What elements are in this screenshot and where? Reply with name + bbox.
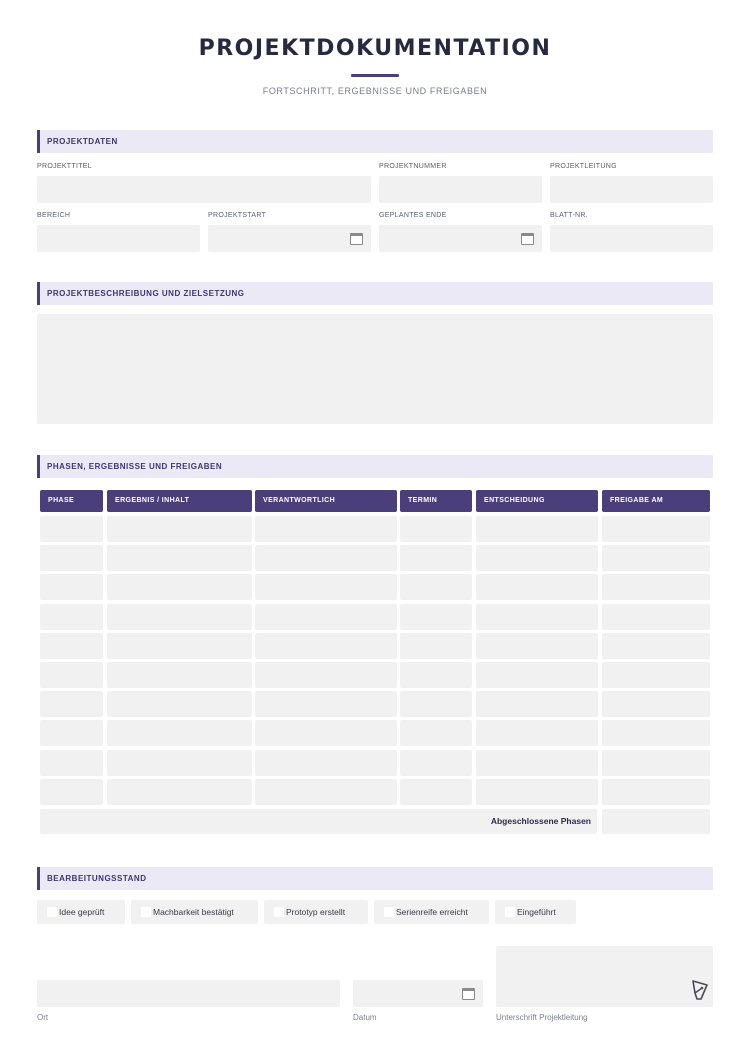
table-cell[interactable] bbox=[476, 720, 598, 746]
table-cell[interactable] bbox=[107, 662, 252, 688]
table-cell[interactable] bbox=[602, 662, 710, 688]
geplantes-ende-date-field[interactable] bbox=[379, 225, 542, 252]
title-underline bbox=[351, 74, 399, 77]
blatt-nr-field[interactable] bbox=[550, 225, 713, 252]
column-header-freigabe bbox=[602, 490, 710, 512]
status-option-prototyp[interactable] bbox=[264, 900, 368, 924]
section-title: PROJEKTBESCHREIBUNG UND ZIELSETZUNG bbox=[47, 289, 245, 298]
table-cell[interactable] bbox=[255, 691, 397, 717]
table-cell[interactable] bbox=[255, 633, 397, 659]
calendar-icon[interactable] bbox=[350, 233, 363, 245]
table-cell[interactable] bbox=[400, 720, 472, 746]
table-cell[interactable] bbox=[40, 604, 103, 630]
table-cell[interactable] bbox=[476, 633, 598, 659]
table-cell[interactable] bbox=[40, 633, 103, 659]
column-header-label: TERMIN bbox=[408, 497, 438, 504]
table-cell[interactable] bbox=[476, 574, 598, 600]
table-cell[interactable] bbox=[400, 545, 472, 571]
table-cell[interactable] bbox=[255, 720, 397, 746]
table-cell[interactable] bbox=[40, 720, 103, 746]
section-header-stand bbox=[37, 867, 713, 890]
table-cell[interactable] bbox=[107, 720, 252, 746]
table-cell[interactable] bbox=[255, 574, 397, 600]
status-option-serienreife[interactable] bbox=[374, 900, 489, 924]
column-header-phase bbox=[40, 490, 103, 512]
calendar-icon[interactable] bbox=[521, 233, 534, 245]
ort-label: Ort bbox=[37, 1013, 49, 1022]
status-option-idee-geprueft[interactable] bbox=[37, 900, 125, 924]
section-header-beschreibung bbox=[37, 282, 713, 305]
table-cell[interactable] bbox=[602, 604, 710, 630]
projektleitung-field[interactable] bbox=[550, 176, 713, 203]
table-cell[interactable] bbox=[400, 750, 472, 776]
table-cell[interactable] bbox=[602, 516, 710, 542]
label-projektstart: PROJEKTSTART bbox=[208, 212, 267, 219]
column-header-label: ERGEBNIS / INHALT bbox=[115, 497, 190, 504]
table-cell[interactable] bbox=[40, 750, 103, 776]
document-title: PROJEKTDOKUMENTATION bbox=[198, 36, 552, 61]
table-cell[interactable] bbox=[255, 662, 397, 688]
column-header-verantwortlich bbox=[255, 490, 397, 512]
section-title: PHASEN, ERGEBNISSE UND FREIGABEN bbox=[47, 462, 223, 471]
column-header-label: FREIGABE AM bbox=[610, 497, 664, 504]
table-cell[interactable] bbox=[400, 516, 472, 542]
table-cell[interactable] bbox=[107, 604, 252, 630]
status-option-label: Idee geprüft bbox=[59, 907, 105, 917]
table-cell[interactable] bbox=[107, 516, 252, 542]
checkbox[interactable] bbox=[141, 907, 151, 917]
label-geplantes-ende: GEPLANTES ENDE bbox=[379, 212, 447, 219]
table-cell[interactable] bbox=[107, 750, 252, 776]
table-cell[interactable] bbox=[602, 779, 710, 805]
table-cell[interactable] bbox=[602, 691, 710, 717]
column-header-termin bbox=[400, 490, 472, 512]
table-cell[interactable] bbox=[602, 574, 710, 600]
document-header bbox=[0, 36, 750, 96]
section-title: PROJEKTDATEN bbox=[47, 137, 118, 146]
beschreibung-textarea[interactable] bbox=[37, 314, 713, 424]
table-cell[interactable] bbox=[476, 750, 598, 776]
status-option-eingefuehrt[interactable] bbox=[495, 900, 576, 924]
table-cell[interactable] bbox=[602, 545, 710, 571]
table-cell[interactable] bbox=[400, 633, 472, 659]
table-cell[interactable] bbox=[255, 516, 397, 542]
table-cell[interactable] bbox=[602, 720, 710, 746]
table-cell[interactable] bbox=[602, 633, 710, 659]
status-option-machbarkeit[interactable] bbox=[131, 900, 258, 924]
label-projekttitel: PROJEKTTITEL bbox=[37, 163, 92, 170]
bereich-field[interactable] bbox=[37, 225, 200, 252]
table-cell[interactable] bbox=[400, 574, 472, 600]
label-bereich: BEREICH bbox=[37, 212, 71, 219]
table-cell[interactable] bbox=[255, 604, 397, 630]
column-header-label: PHASE bbox=[48, 497, 75, 504]
checkbox[interactable] bbox=[274, 907, 284, 917]
table-cell[interactable] bbox=[602, 750, 710, 776]
table-cell[interactable] bbox=[400, 779, 472, 805]
table-cell[interactable] bbox=[255, 779, 397, 805]
column-header-label: ENTSCHEIDUNG bbox=[484, 497, 545, 504]
table-cell[interactable] bbox=[400, 604, 472, 630]
label-blatt-nr: BLATT-NR. bbox=[550, 212, 588, 219]
status-option-label: Eingeführt bbox=[517, 907, 556, 917]
signature-field[interactable] bbox=[496, 946, 713, 1007]
table-cell[interactable] bbox=[476, 604, 598, 630]
calendar-icon[interactable] bbox=[462, 988, 475, 1000]
summary-label-cell bbox=[40, 809, 597, 834]
status-option-label: Prototyp erstellt bbox=[286, 907, 346, 917]
projektstart-date-field[interactable] bbox=[208, 225, 371, 252]
pen-nib-icon bbox=[691, 979, 709, 1001]
table-cell[interactable] bbox=[476, 691, 598, 717]
section-header-phasen bbox=[37, 455, 713, 478]
table-cell[interactable] bbox=[255, 750, 397, 776]
table-cell[interactable] bbox=[476, 545, 598, 571]
checkbox[interactable] bbox=[505, 907, 515, 917]
table-cell[interactable] bbox=[40, 574, 103, 600]
table-cell[interactable] bbox=[476, 516, 598, 542]
section-header-projektdaten bbox=[37, 130, 713, 153]
table-cell[interactable] bbox=[40, 662, 103, 688]
checkbox[interactable] bbox=[384, 907, 394, 917]
summary-label: Abgeschlossene Phasen bbox=[490, 816, 591, 826]
table-cell[interactable] bbox=[400, 662, 472, 688]
table-cell[interactable] bbox=[40, 516, 103, 542]
projekttitel-field[interactable] bbox=[37, 176, 371, 203]
column-header-entscheidung bbox=[476, 490, 598, 512]
document-subtitle: FORTSCHRITT, ERGEBNISSE UND FREIGABEN bbox=[262, 86, 488, 96]
table-cell[interactable] bbox=[400, 691, 472, 717]
status-option-label: Machbarkeit bestätigt bbox=[153, 907, 234, 917]
column-header-ergebnis bbox=[107, 490, 252, 512]
table-cell[interactable] bbox=[107, 574, 252, 600]
column-header-label: VERANTWORTLICH bbox=[263, 497, 336, 504]
table-cell[interactable] bbox=[107, 633, 252, 659]
ort-field[interactable] bbox=[37, 980, 340, 1007]
table-cell[interactable] bbox=[476, 662, 598, 688]
label-projektleitung: PROJEKTLEITUNG bbox=[550, 163, 617, 170]
table-cell[interactable] bbox=[40, 545, 103, 571]
table-cell[interactable] bbox=[107, 545, 252, 571]
table-cell[interactable] bbox=[476, 779, 598, 805]
projektnummer-field[interactable] bbox=[379, 176, 542, 203]
table-cell[interactable] bbox=[107, 691, 252, 717]
table-cell[interactable] bbox=[107, 779, 252, 805]
label-projektnummer: PROJEKTNUMMER bbox=[379, 163, 447, 170]
table-cell[interactable] bbox=[255, 545, 397, 571]
status-option-label: Serienreife erreicht bbox=[396, 907, 468, 917]
datum-label: Datum bbox=[353, 1013, 377, 1022]
checkbox[interactable] bbox=[47, 907, 57, 917]
table-cell[interactable] bbox=[40, 691, 103, 717]
table-cell[interactable] bbox=[40, 779, 103, 805]
summary-value-field[interactable] bbox=[602, 809, 710, 834]
section-title: BEARBEITUNGSSTAND bbox=[47, 874, 147, 883]
datum-date-field[interactable] bbox=[353, 980, 483, 1007]
unterschrift-label: Unterschrift Projektleitung bbox=[496, 1013, 588, 1022]
